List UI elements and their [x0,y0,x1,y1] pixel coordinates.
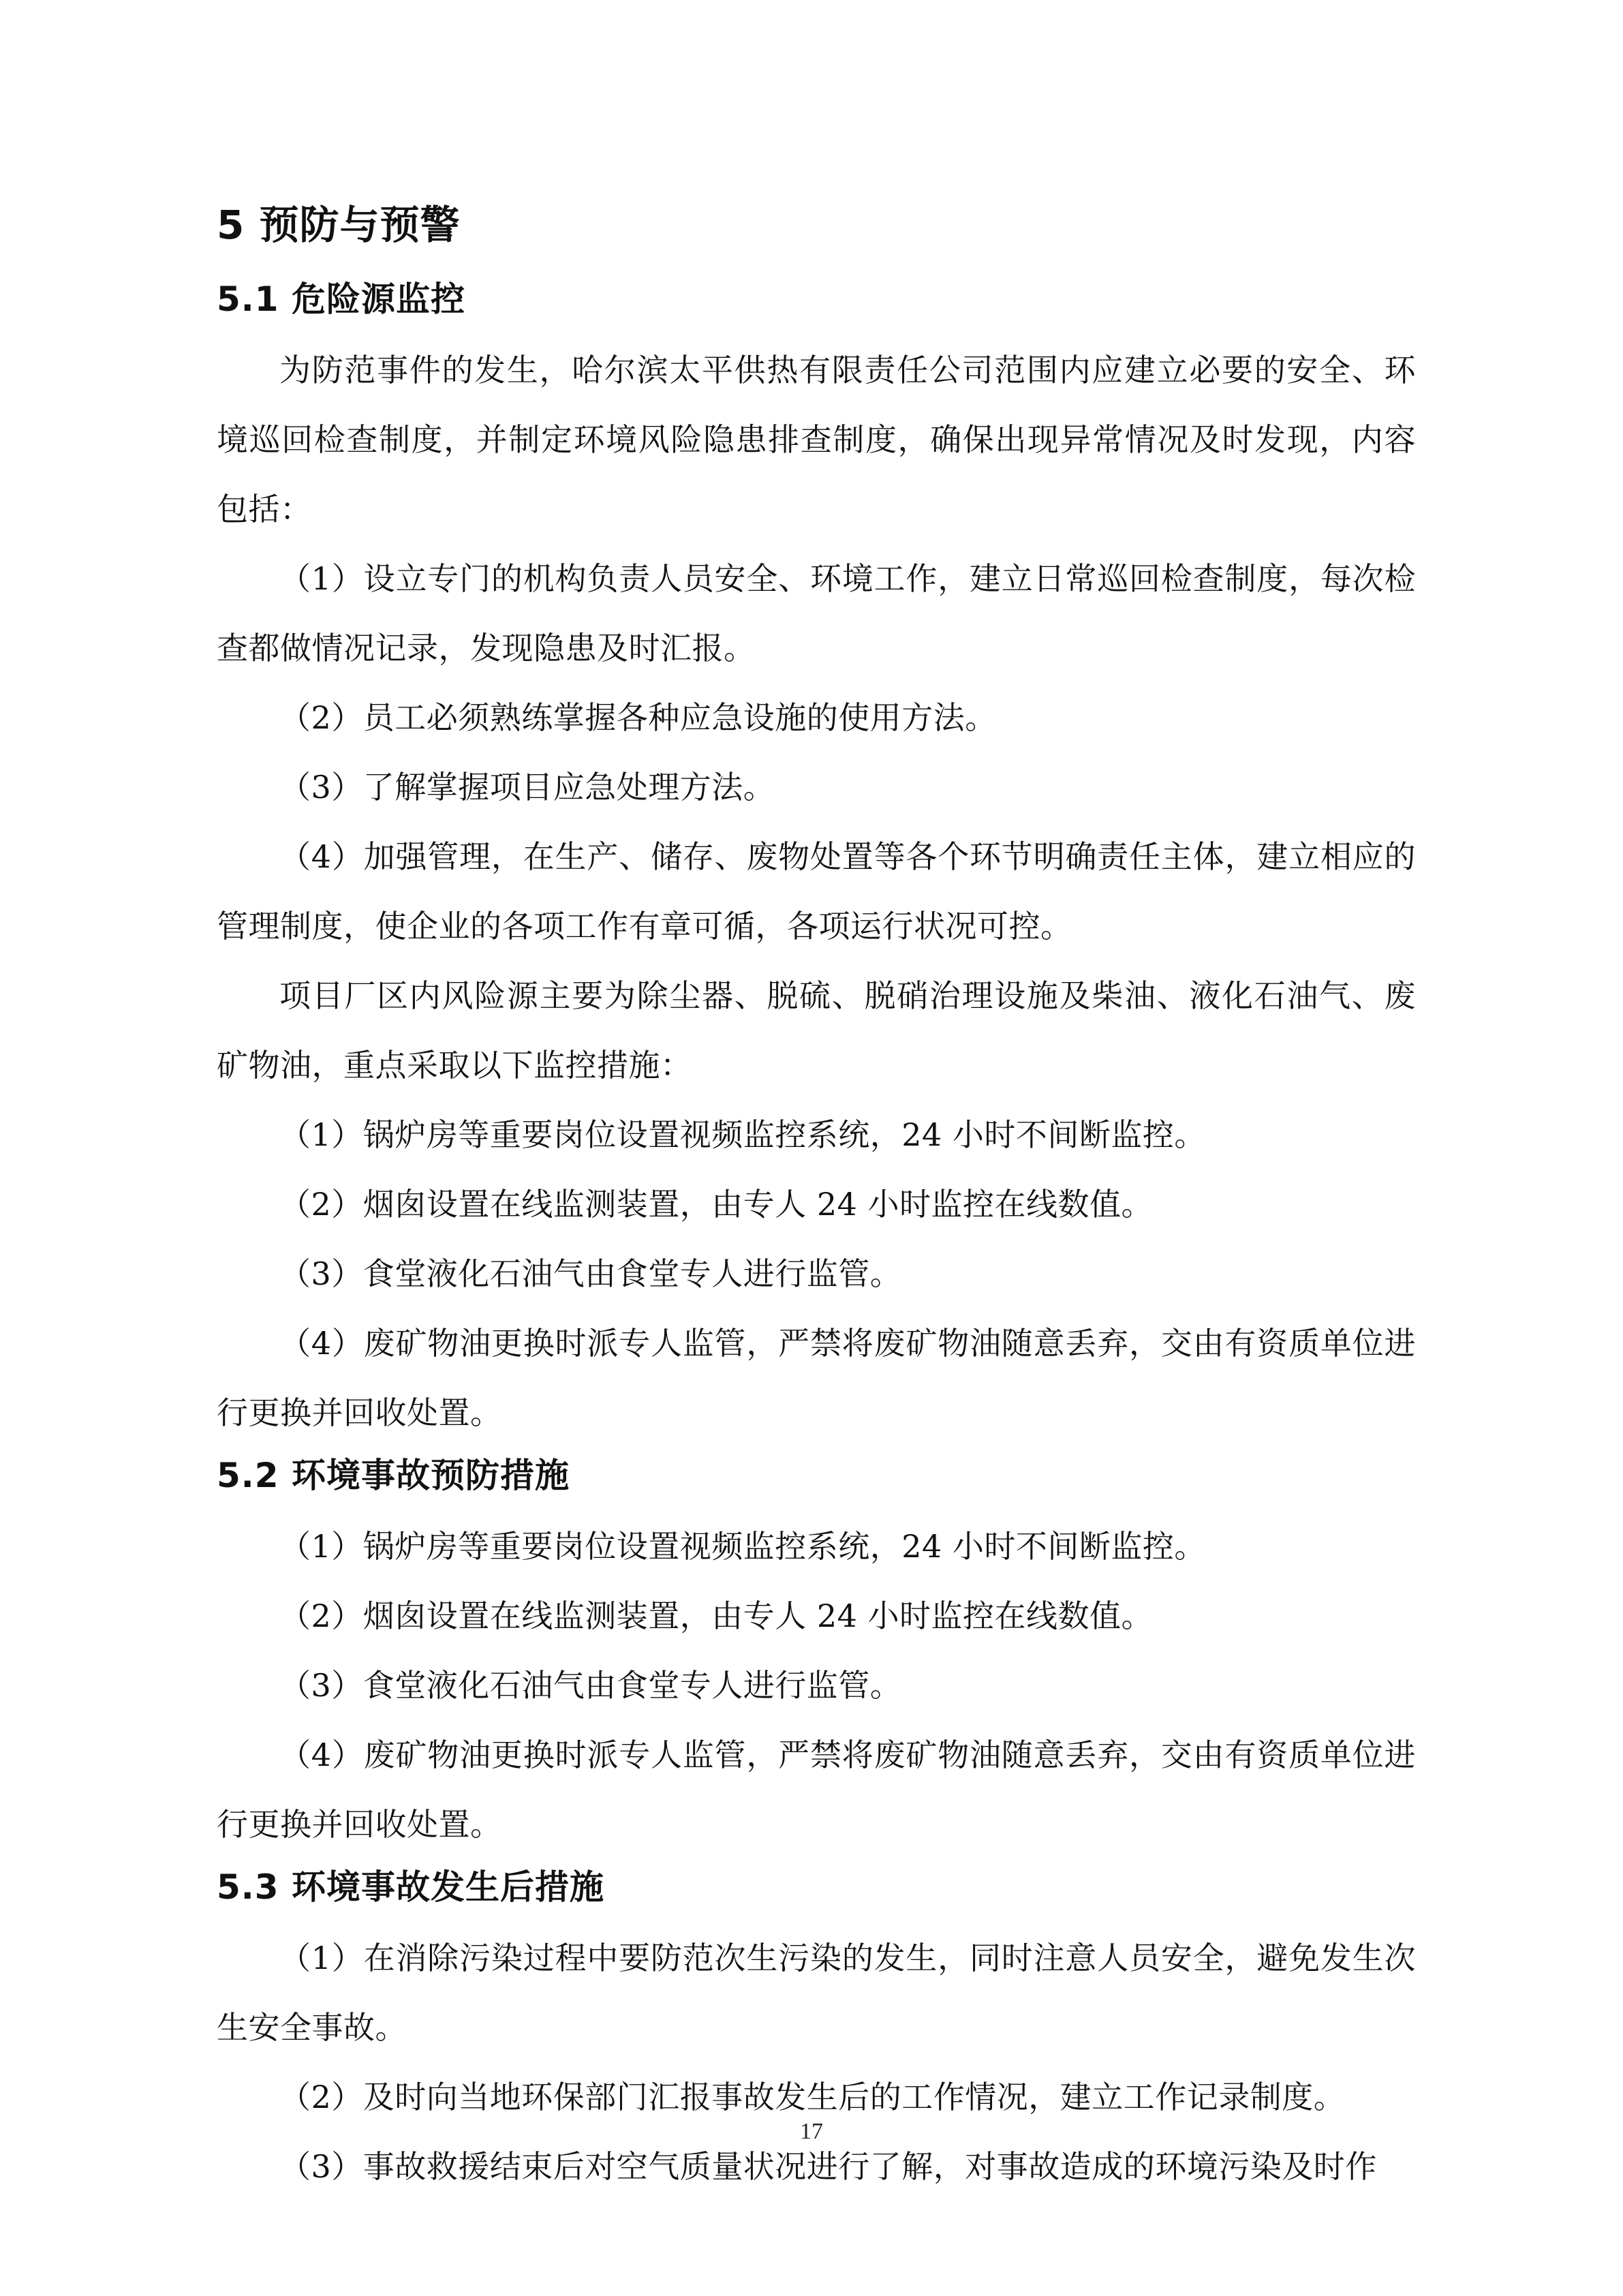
document-page [217,198,1416,2201]
paragraph: （4）加强管理，在生产、储存、废物处置等各个环节明确责任主体，建立相应的管理制度，使企业的各项工作有章可循，各项运行状况可控。 [217,838,1416,945]
paragraph: （1）在消除污染过程中要防范次生污染的发生，同时注意人员安全，避免发生次生安全事故。 [217,1940,1416,2046]
section-5-1 [217,275,1416,1448]
paragraph: （3）食堂液化石油气由食堂专人进行监管。 [279,1667,902,1704]
paragraph: （2）烟囱设置在线监测装置，由专人 24 小时监控在线数值。 [279,1597,1154,1634]
paragraph: （4）废矿物油更换时派专人监管，严禁将废矿物油随意丢弃，交由有资质单位进行更换并回收处置。 [217,1736,1416,1843]
paragraph: （2）员工必须熟练掌握各种应急设施的使用方法。 [279,699,997,736]
paragraph: 为防范事件的发生，哈尔滨太平供热有限责任公司范围内应建立必要的安全、环境巡回检查制度，并制定环境风险隐患排查制度，确保出现异常情况及时发现，内容包括： [217,352,1416,527]
paragraph: （1）锅炉房等重要岗位设置视频监控系统，24 小时不间断监控。 [279,1528,1206,1565]
paragraph: （1）锅炉房等重要岗位设置视频监控系统，24 小时不间断监控。 [279,1116,1206,1153]
paragraph: （3）事故救援结束后对空气质量状况进行了解，对事故造成的环境污染及时作 [279,2148,1377,2185]
page-number: 17 [800,2119,823,2144]
paragraph: 项目厂区内风险源主要为除尘器、脱硫、脱硝治理设施及柴油、液化石油气、废矿物油，重点采取以下监控措施： [217,977,1416,1084]
section-title: 5.3 环境事故发生后措施 [217,1867,604,1907]
section-5-2 [217,1452,1416,1859]
section-title: 5.1 危险源监控 [217,279,465,319]
paragraph: （4）废矿物油更换时派专人监管，严禁将废矿物油随意丢弃，交由有资质单位进行更换并回收处置。 [217,1325,1416,1431]
section-title: 5.2 环境事故预防措施 [217,1456,570,1495]
paragraph: （2）及时向当地环保部门汇报事故发生后的工作情况，建立工作记录制度。 [279,2079,1346,2115]
paragraph: （3）了解掌握项目应急处理方法。 [279,769,775,806]
section-5-3 [217,1863,1416,2201]
chapter-title: 5 预防与预警 [217,202,461,248]
paragraph: （3）食堂液化石油气由食堂专人进行监管。 [279,1255,902,1292]
paragraph: （2）烟囱设置在线监测装置，由专人 24 小时监控在线数值。 [279,1186,1154,1223]
paragraph: （1）设立专门的机构负责人员安全、环境工作，建立日常巡回检查制度，每次检查都做情况记录，发现隐患及时汇报。 [217,560,1416,667]
